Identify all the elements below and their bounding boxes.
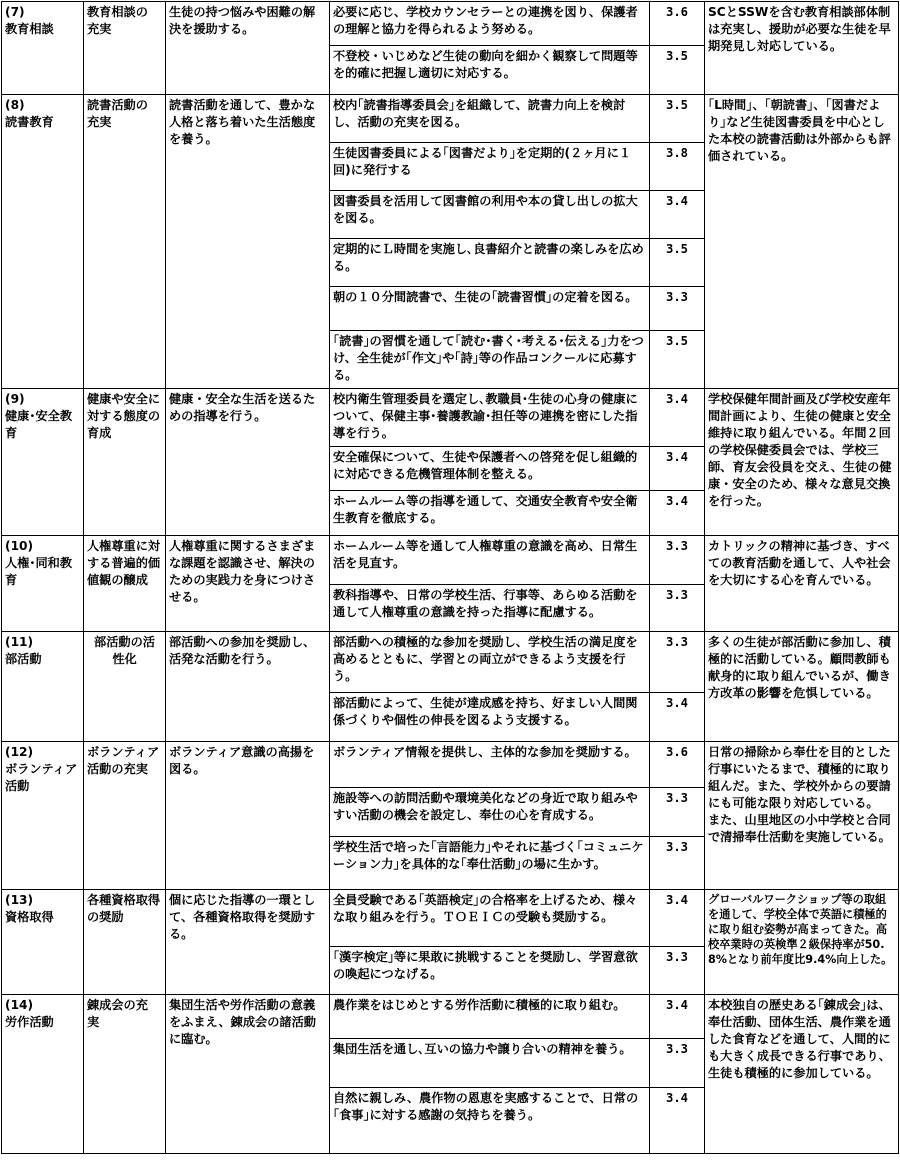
score-cell: 3.4 bbox=[650, 1088, 705, 1154]
category-cell: (13) 資格取得 bbox=[2, 890, 84, 995]
plan-cell: 人権尊重に関するさまざまな課題を認識させ、解決のための実践力を身につけさせる。 bbox=[166, 536, 330, 632]
comment-cell: 学校保健年間計画及び学校安産年間計画により、生徒の健康と安全維持に取り組んでいる。年間２回の学校保健委員会では、学校三師、育友会役員を交え、生徒の健康・安全のため、様々な意見交換を行った。 bbox=[705, 389, 899, 536]
score-cell: 3.4 bbox=[650, 995, 705, 1039]
table-row bbox=[2, 389, 899, 447]
score-cell: 3.4 bbox=[650, 890, 705, 947]
measure-cell: 図書委員を活用して図書館の利用や本の貸し出しの拡大を図る。 bbox=[330, 191, 650, 239]
item-cell: 健康や安全に対する態度の育成 bbox=[84, 389, 166, 536]
comment-cell: 日常の掃除から奉仕を目的とした行事にいたるまで、積極的に取り組んだ。また、学校外からの要請にも可能な限り対応している。 また、山里地区の小中学校と合同で清掃奉仕活動を実施している。 bbox=[705, 742, 899, 890]
measure-cell: 自然に親しみ、農作物の恩恵を実感することで、日常の｢食事｣に対する感謝の気持ちを養う。 bbox=[330, 1088, 650, 1154]
item-cell: ボランティア活動の充実 bbox=[84, 742, 166, 890]
score-cell: 3.3 bbox=[650, 585, 705, 632]
item-cell: 人権尊重に対する普遍的価値観の醸成 bbox=[84, 536, 166, 632]
item-cell: 錬成会の充 実 bbox=[84, 995, 166, 1154]
measure-cell: 学校生活で培った｢言語能力｣やそれに基づく｢コミュニケーション力｣を具体的な｢奉仕活動｣の場に生かす。 bbox=[330, 837, 650, 890]
score-cell: 3.4 bbox=[650, 693, 705, 742]
item-cell: 教育相談の 充実 bbox=[84, 2, 166, 95]
item-cell: 読書活動の 充実 bbox=[84, 95, 166, 389]
measure-cell: 朝の１０分間読書で、生徒の｢読書習慣｣の定着を図る。 bbox=[330, 287, 650, 331]
measure-cell: ホームルーム等の指導を通して、交通安全教育や安全衛生教育を徹底する。 bbox=[330, 491, 650, 536]
category-cell: (7) 教育相談 bbox=[2, 2, 84, 95]
score-cell: 3.5 bbox=[650, 95, 705, 143]
score-cell: 3.3 bbox=[650, 1039, 705, 1088]
score-cell: 3.4 bbox=[650, 447, 705, 491]
score-cell: 3.5 bbox=[650, 331, 705, 389]
score-cell: 3.3 bbox=[650, 837, 705, 890]
measure-cell: 部活動によって、生徒が達成感を持ち、好ましい人間関係づくりや個性の伸長を図るよう支援する。 bbox=[330, 693, 650, 742]
comment-cell: カトリックの精神に基づき、すべての教育活動を通して、人や社会を大切にする心を育んでいる。 bbox=[705, 536, 899, 632]
measure-cell: ボランティア情報を提供し、主体的な参加を奨励する。 bbox=[330, 742, 650, 788]
measure-cell: 教科指導や、日常の学校生活、行事等、あらゆる活動を通して人権尊重の意識を持った指導に配慮する。 bbox=[330, 585, 650, 632]
table-row bbox=[2, 536, 899, 585]
table-row bbox=[2, 95, 899, 143]
table-row bbox=[2, 995, 899, 1039]
plan-cell: 部活動への参加を奨励し、活発な活動を行う。 bbox=[166, 632, 330, 742]
category-cell: (9) 健康･安全教育 bbox=[2, 389, 84, 536]
category-cell: (8) 読書教育 bbox=[2, 95, 84, 389]
score-cell: 3.3 bbox=[650, 788, 705, 837]
comment-cell: グローバルワークショップ等の取組を通して、学校全体で英語に積極的に取り組む姿勢が高まってきた。高校卒業時の英検準２級保持率が50.8%となり前年度比9.4%向上した。 bbox=[705, 890, 899, 995]
comment-cell: SCとSSWを含む教育相談部体制は充実し、援助が必要な生徒を早期発見し対応している。 bbox=[705, 2, 899, 95]
measure-cell: ｢漢字検定｣等に果敢に挑戦することを奨励し、学習意欲の喚起につなげる。 bbox=[330, 947, 650, 995]
score-cell: 3.4 bbox=[650, 491, 705, 536]
measure-cell: 集団生活を通し､互いの協力や譲り合いの精神を養う。 bbox=[330, 1039, 650, 1088]
score-cell: 3.4 bbox=[650, 191, 705, 239]
comment-cell: ｢L時間｣、｢朝読書｣、｢図書だより｣など生徒図書委員を中心とした本校の読書活動は外部からも評価されている。 bbox=[705, 95, 899, 389]
measure-cell: ｢読書｣の習慣を通して｢読む･書く･考える･伝える｣力をつけ、全生徒が｢作文｣や｢詩｣等の作品コンクールに応募する。 bbox=[330, 331, 650, 389]
measure-cell: 施設等への訪問活動や環境美化などの身近で取り組みやすい活動の機会を設定し、奉仕の心を育成する。 bbox=[330, 788, 650, 837]
measure-cell: 校内衛生管理委員を選定し､教職員･生徒の心身の健康について、保健主事･養護教諭･担任等の連携を密にした指導を行う。 bbox=[330, 389, 650, 447]
item-cell: 各種資格取得の奨励 bbox=[84, 890, 166, 995]
score-cell: 3.3 bbox=[650, 536, 705, 585]
score-cell: 3.4 bbox=[650, 389, 705, 447]
score-cell: 3.8 bbox=[650, 143, 705, 191]
plan-cell: 健康・安全な生活を送るための指導を行う。 bbox=[166, 389, 330, 536]
score-cell: 3.3 bbox=[650, 947, 705, 995]
score-cell: 3.3 bbox=[650, 287, 705, 331]
measure-cell: 農作業をはじめとする労作活動に積極的に取り組む。 bbox=[330, 995, 650, 1039]
evaluation-table bbox=[1, 1, 899, 1154]
table-row bbox=[2, 890, 899, 947]
score-cell: 3.6 bbox=[650, 742, 705, 788]
measure-cell: 必要に応じ、学校カウンセラーとの連携を図り、保護者の理解と協力を得られるよう努める。 bbox=[330, 2, 650, 46]
measure-cell: 安全確保について、生徒や保護者への啓発を促し組織的に対応できる危機管理体制を整える。 bbox=[330, 447, 650, 491]
plan-cell: 個に応じた指導の一環として、各種資格取得を奨励する。 bbox=[166, 890, 330, 995]
score-cell: 3.5 bbox=[650, 46, 705, 95]
plan-cell: ボランティア意識の高揚を図る。 bbox=[166, 742, 330, 890]
comment-cell: 本校独自の歴史ある｢錬成会｣は、奉仕活動、団体生活、農作業を通した食育などを通して、人間的にも大きく成長できる行事であり、生徒も積極的に参加している。 bbox=[705, 995, 899, 1154]
measure-cell: 定期的にＬ時間を実施し､良書紹介と読書の楽しみを広める。 bbox=[330, 239, 650, 287]
comment-cell: 多くの生徒が部活動に参加し、積極的に活動している。顧問教師も献身的に取り組んでいるが、働き方改革の影響を危惧している。 bbox=[705, 632, 899, 742]
table-row bbox=[2, 2, 899, 46]
item-cell: 部活動の活 性化 bbox=[84, 632, 166, 742]
plan-cell: 集団生活や労作活動の意義をふまえ、錬成会の諸活動に臨む。 bbox=[166, 995, 330, 1154]
table-row bbox=[2, 742, 899, 788]
table-row bbox=[2, 632, 899, 693]
score-cell: 3.5 bbox=[650, 239, 705, 287]
measure-cell: 全員受験である｢英語検定｣の合格率を上げるため、様々な取り組みを行う。ＴＯＥＩＣの受験も奨励する。 bbox=[330, 890, 650, 947]
category-cell: (14) 労作活動 bbox=[2, 995, 84, 1154]
measure-cell: 生徒図書委員による｢図書だより｣を定期的(２ヶ月に１回)に発行する bbox=[330, 143, 650, 191]
measure-cell: 校内｢読書指導委員会｣を組織して、読書力向上を検討し、活動の充実を図る。 bbox=[330, 95, 650, 143]
measure-cell: 部活動への積極的な参加を奨励し、学校生活の満足度を高めるとともに、学習との両立ができるよう支援を行う。 bbox=[330, 632, 650, 693]
measure-cell: ホームルーム等を通して人権尊重の意識を高め、日常生活を見直す。 bbox=[330, 536, 650, 585]
category-cell: (10) 人権･同和教育 bbox=[2, 536, 84, 632]
measure-cell: 不登校・いじめなど生徒の動向を細かく観察して問題等を的確に把握し適切に対応する。 bbox=[330, 46, 650, 95]
category-cell: (12) ボランティア活動 bbox=[2, 742, 84, 890]
score-cell: 3.6 bbox=[650, 2, 705, 46]
plan-cell: 読書活動を通して、豊かな人格と落ち着いた生活態度を養う。 bbox=[166, 95, 330, 389]
score-cell: 3.3 bbox=[650, 632, 705, 693]
category-cell: (11) 部活動 bbox=[2, 632, 84, 742]
plan-cell: 生徒の持つ悩みや困難の解決を援助する。 bbox=[166, 2, 330, 95]
